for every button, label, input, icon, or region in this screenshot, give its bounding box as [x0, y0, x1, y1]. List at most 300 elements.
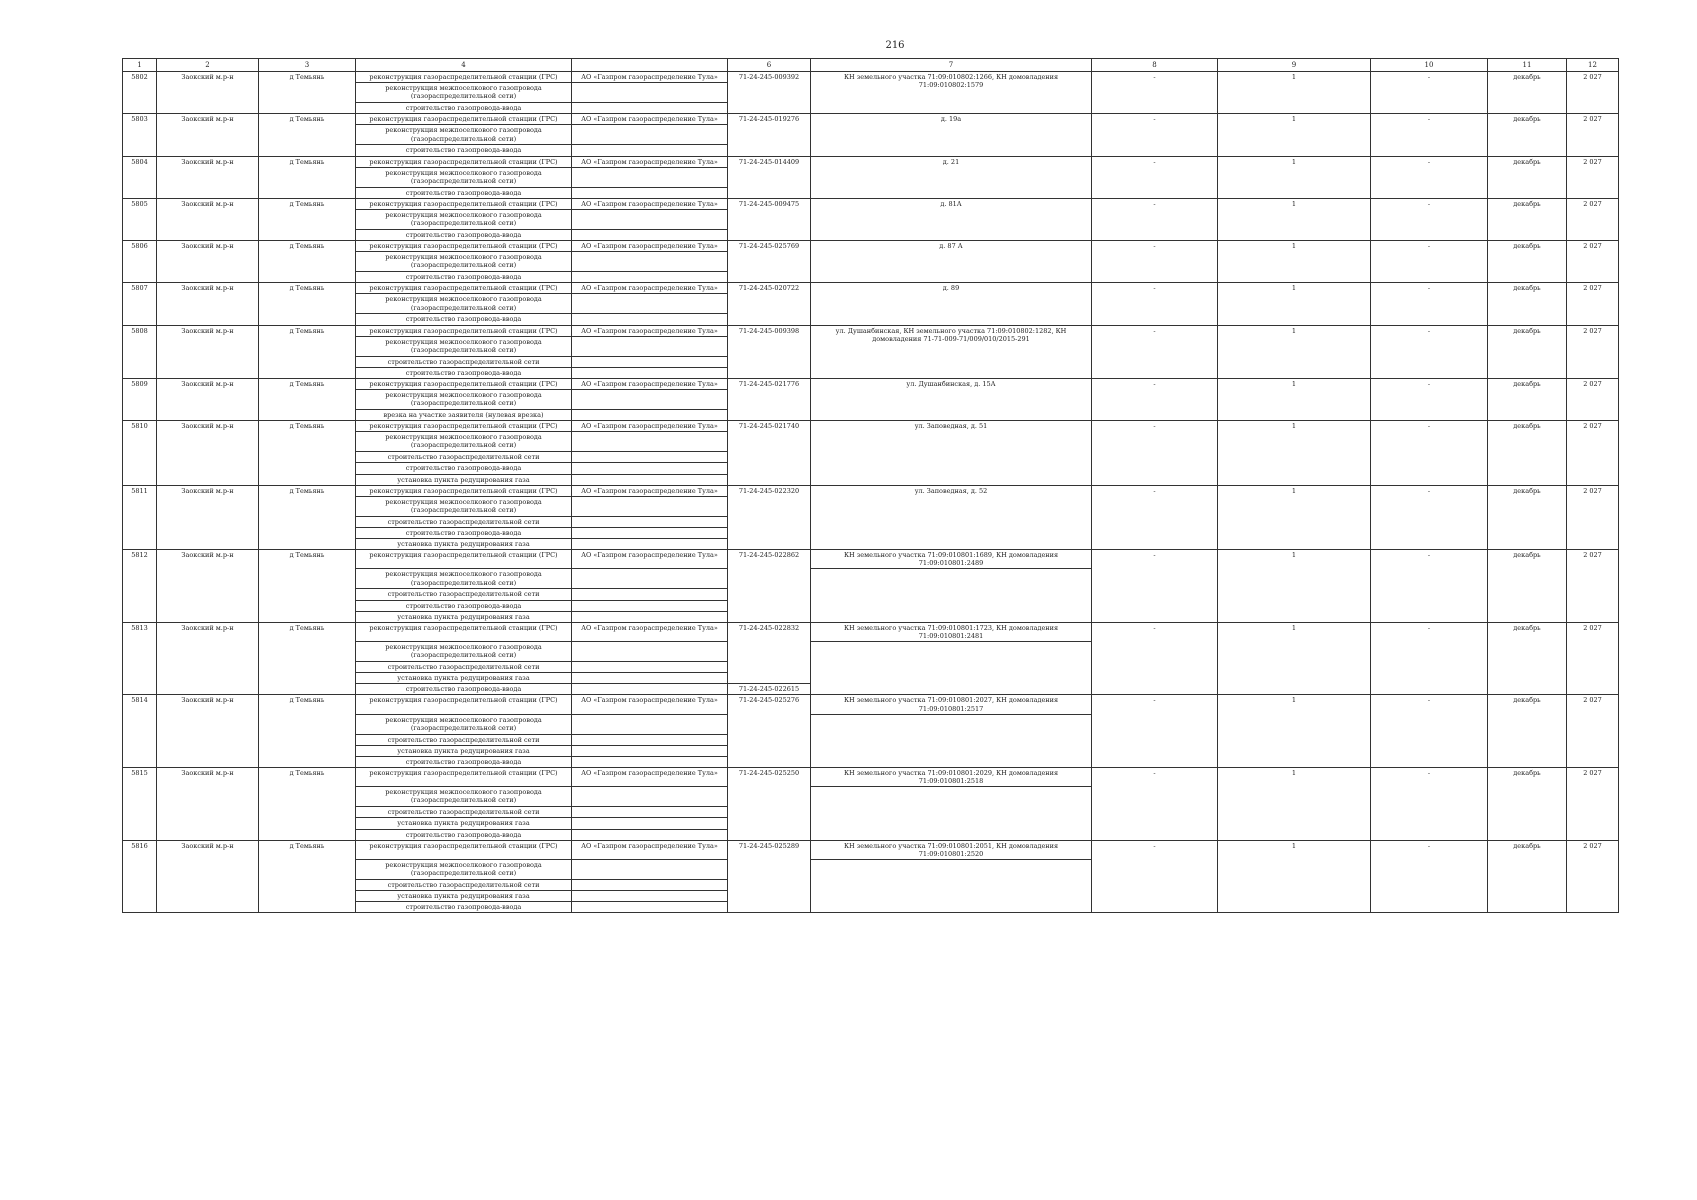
table-row — [123, 198, 1619, 209]
work-type-cell: строительство газораспределительной сети — [356, 356, 572, 367]
col10-cell: - — [1371, 840, 1488, 913]
work-type-cell: реконструкция газораспределительной станции (ГРС) — [356, 241, 572, 252]
month-cell: декабрь — [1488, 840, 1567, 913]
locality-cell: д Темьянь — [259, 325, 356, 378]
work-type-cell: реконструкция межпоселкового газопровода (газораспределительной сети) — [356, 787, 572, 807]
operator-cell — [572, 745, 728, 756]
operator-cell — [572, 463, 728, 474]
col9-cell: 1 — [1218, 485, 1371, 550]
district-cell: Заокский м.р-н — [157, 114, 259, 156]
month-cell: декабрь — [1488, 283, 1567, 325]
col8-cell: - — [1092, 241, 1218, 283]
operator-cell — [572, 589, 728, 600]
object-id-cell: 71-24-245-020722 — [728, 283, 811, 325]
operator-cell — [572, 474, 728, 485]
operator-cell — [572, 367, 728, 378]
column-header — [572, 59, 728, 72]
operator-cell: АО «Газпром газораспределение Тула» — [572, 840, 728, 859]
district-cell: Заокский м.р-н — [157, 72, 259, 114]
row-number: 5815 — [123, 768, 157, 841]
year-cell: 2 027 — [1567, 378, 1619, 420]
operator-cell — [572, 432, 728, 452]
operator-cell: АО «Газпром газораспределение Тула» — [572, 325, 728, 336]
operator-cell: АО «Газпром газораспределение Тула» — [572, 695, 728, 714]
operator-cell — [572, 83, 728, 103]
work-type-cell: строительство газопровода-ввода — [356, 684, 572, 695]
district-cell: Заокский м.р-н — [157, 840, 259, 913]
operator-cell: АО «Газпром газораспределение Тула» — [572, 768, 728, 787]
operator-cell — [572, 229, 728, 240]
work-type-cell: установка пункта редуцирования газа — [356, 745, 572, 756]
operator-cell: АО «Газпром газораспределение Тула» — [572, 378, 728, 389]
operator-cell — [572, 859, 728, 879]
work-type-cell: реконструкция межпоселкового газопровода (газораспределительной сети) — [356, 432, 572, 452]
work-type-cell: реконструкция межпоселкового газопровода (газораспределительной сети) — [356, 714, 572, 734]
year-cell: 2 027 — [1567, 622, 1619, 695]
operator-cell — [572, 390, 728, 410]
year-cell: 2 027 — [1567, 156, 1619, 198]
work-type-cell: строительство газораспределительной сети — [356, 589, 572, 600]
month-cell: декабрь — [1488, 114, 1567, 156]
work-type-cell: реконструкция межпоселкового газопровода (газораспределительной сети) — [356, 209, 572, 229]
district-cell: Заокский м.р-н — [157, 325, 259, 378]
row-number: 5808 — [123, 325, 157, 378]
locality-cell: д Темьянь — [259, 550, 356, 623]
table-row — [123, 156, 1619, 167]
address-cell: КН земельного участка 71:09:010802:1266, КН домовладения 71:09:010802:1579 — [811, 72, 1092, 114]
operator-cell — [572, 734, 728, 745]
col9-cell: 1 — [1218, 114, 1371, 156]
address-cell: д. 21 — [811, 156, 1092, 198]
column-header: 12 — [1567, 59, 1619, 72]
col9-cell: 1 — [1218, 325, 1371, 378]
col8-cell: - — [1092, 156, 1218, 198]
address-cell: д. 19а — [811, 114, 1092, 156]
object-id-cell: 71-24-245-009392 — [728, 72, 811, 114]
work-type-cell: реконструкция газораспределительной станции (ГРС) — [356, 421, 572, 432]
col10-cell: - — [1371, 156, 1488, 198]
work-type-cell: установка пункта редуцирования газа — [356, 474, 572, 485]
locality-cell: д Темьянь — [259, 622, 356, 695]
work-type-cell: установка пункта редуцирования газа — [356, 818, 572, 829]
locality-cell: д Темьянь — [259, 768, 356, 841]
column-header: 11 — [1488, 59, 1567, 72]
month-cell: декабрь — [1488, 325, 1567, 378]
month-cell: декабрь — [1488, 241, 1567, 283]
year-cell: 2 027 — [1567, 198, 1619, 240]
table-row — [123, 768, 1619, 787]
column-header: 2 — [157, 59, 259, 72]
col9-cell: 1 — [1218, 198, 1371, 240]
work-type-cell: реконструкция газораспределительной станции (ГРС) — [356, 695, 572, 714]
month-cell: декабрь — [1488, 485, 1567, 550]
row-number: 5810 — [123, 421, 157, 486]
col8-cell: - — [1092, 325, 1218, 378]
work-type-cell: установка пункта редуцирования газа — [356, 539, 572, 550]
col8-cell: - — [1092, 485, 1218, 550]
row-number: 5804 — [123, 156, 157, 198]
operator-cell — [572, 167, 728, 187]
work-type-cell: строительство газораспределительной сети — [356, 662, 572, 673]
object-id-cell: 71-24-245-025289 — [728, 840, 811, 913]
work-type-cell: реконструкция межпоселкового газопровода (газораспределительной сети) — [356, 167, 572, 187]
locality-cell: д Темьянь — [259, 283, 356, 325]
work-type-cell: строительство газопровода-ввода — [356, 229, 572, 240]
work-type-cell: установка пункта редуцирования газа — [356, 891, 572, 902]
work-type-cell: реконструкция межпоселкового газопровода (газораспределительной сети) — [356, 294, 572, 314]
work-type-cell: установка пункта редуцирования газа — [356, 673, 572, 684]
object-id-cell: 71-24-245-009475 — [728, 198, 811, 240]
operator-cell: АО «Газпром газораспределение Тула» — [572, 156, 728, 167]
work-type-cell: строительство газопровода-ввода — [356, 187, 572, 198]
operator-cell — [572, 902, 728, 913]
objects-table — [122, 58, 1619, 913]
column-header: 1 — [123, 59, 157, 72]
district-cell: Заокский м.р-н — [157, 768, 259, 841]
operator-cell — [572, 516, 728, 527]
year-cell: 2 027 — [1567, 325, 1619, 378]
col10-cell: - — [1371, 550, 1488, 623]
work-type-cell: врезка на участке заявителя (нулевая врезка) — [356, 410, 572, 421]
col9-cell: 1 — [1218, 283, 1371, 325]
address-cell — [811, 859, 1092, 912]
object-id-cell: 71-24-245-014409 — [728, 156, 811, 198]
table-row — [123, 114, 1619, 125]
year-cell: 2 027 — [1567, 485, 1619, 550]
year-cell: 2 027 — [1567, 840, 1619, 913]
locality-cell: д Темьянь — [259, 378, 356, 420]
locality-cell: д Темьянь — [259, 485, 356, 550]
address-cell — [811, 787, 1092, 840]
address-cell — [811, 569, 1092, 622]
work-type-cell: реконструкция межпоселкового газопровода (газораспределительной сети) — [356, 390, 572, 410]
col9-cell: 1 — [1218, 550, 1371, 623]
month-cell: декабрь — [1488, 695, 1567, 768]
work-type-cell: строительство газопровода-ввода — [356, 314, 572, 325]
address-cell: ул. Душанбинская, КН земельного участка 71:09:010802:1282, КН домовладения 71-71-009-71/009/010/2015-291 — [811, 325, 1092, 378]
work-type-cell: реконструкция межпоселкового газопровода (газораспределительной сети) — [356, 83, 572, 103]
work-type-cell: строительство газопровода-ввода — [356, 272, 572, 283]
column-header: 8 — [1092, 59, 1218, 72]
work-type-cell: реконструкция газораспределительной станции (ГРС) — [356, 485, 572, 496]
work-type-cell: реконструкция межпоселкового газопровода (газораспределительной сети) — [356, 859, 572, 879]
year-cell: 2 027 — [1567, 241, 1619, 283]
work-type-cell: реконструкция газораспределительной станции (ГРС) — [356, 622, 572, 641]
work-type-cell: реконструкция газораспределительной станции (ГРС) — [356, 378, 572, 389]
table-row — [123, 840, 1619, 859]
district-cell: Заокский м.р-н — [157, 283, 259, 325]
month-cell: декабрь — [1488, 72, 1567, 114]
operator-cell — [572, 187, 728, 198]
operator-cell: АО «Газпром газораспределение Тула» — [572, 72, 728, 83]
col10-cell: - — [1371, 325, 1488, 378]
col9-cell: 1 — [1218, 840, 1371, 913]
table-row — [123, 283, 1619, 294]
work-type-cell: строительство газопровода-ввода — [356, 145, 572, 156]
column-header: 4 — [356, 59, 572, 72]
col8-cell: - — [1092, 421, 1218, 486]
address-cell: д. 81А — [811, 198, 1092, 240]
address-cell: ул. Душанбинская, д. 15А — [811, 378, 1092, 420]
operator-cell: АО «Газпром газораспределение Тула» — [572, 421, 728, 432]
work-type-cell: реконструкция газораспределительной станции (ГРС) — [356, 114, 572, 125]
col10-cell: - — [1371, 485, 1488, 550]
operator-cell: АО «Газпром газораспределение Тула» — [572, 485, 728, 496]
district-cell: Заокский м.р-н — [157, 421, 259, 486]
col10-cell: - — [1371, 114, 1488, 156]
district-cell: Заокский м.р-н — [157, 378, 259, 420]
table-row — [123, 241, 1619, 252]
col8-cell: - — [1092, 114, 1218, 156]
address-cell: ул. Заповедная, д. 52 — [811, 485, 1092, 550]
address-cell: д. 87 А — [811, 241, 1092, 283]
operator-cell — [572, 452, 728, 463]
col8-cell: - — [1092, 622, 1218, 695]
operator-cell — [572, 642, 728, 662]
work-type-cell: реконструкция газораспределительной станции (ГРС) — [356, 72, 572, 83]
address-cell: КН земельного участка 71:09:010801:2051, КН домовладения 71:09:010801:2520 — [811, 840, 1092, 859]
work-type-cell: строительство газопровода-ввода — [356, 367, 572, 378]
operator-cell — [572, 294, 728, 314]
table-row — [123, 485, 1619, 496]
operator-cell — [572, 600, 728, 611]
work-type-cell: реконструкция газораспределительной станции (ГРС) — [356, 840, 572, 859]
col10-cell: - — [1371, 378, 1488, 420]
operator-cell — [572, 879, 728, 890]
col8-cell: - — [1092, 840, 1218, 913]
col10-cell: - — [1371, 72, 1488, 114]
operator-cell — [572, 611, 728, 622]
col9-cell: 1 — [1218, 378, 1371, 420]
locality-cell: д Темьянь — [259, 114, 356, 156]
col10-cell: - — [1371, 421, 1488, 486]
work-type-cell: реконструкция межпоселкового газопровода (газораспределительной сети) — [356, 496, 572, 516]
column-header: 3 — [259, 59, 356, 72]
work-type-cell: строительство газопровода-ввода — [356, 902, 572, 913]
table-row — [123, 378, 1619, 389]
object-id-cell: 71-24-245-025276 — [728, 695, 811, 768]
column-header: 9 — [1218, 59, 1371, 72]
operator-cell — [572, 527, 728, 538]
table-body — [123, 59, 1619, 913]
district-cell: Заокский м.р-н — [157, 156, 259, 198]
locality-cell: д Темьянь — [259, 72, 356, 114]
col8-cell: - — [1092, 378, 1218, 420]
row-number: 5805 — [123, 198, 157, 240]
operator-cell: АО «Газпром газораспределение Тула» — [572, 622, 728, 641]
work-type-cell: строительство газопровода-ввода — [356, 756, 572, 767]
col10-cell: - — [1371, 198, 1488, 240]
col9-cell: 1 — [1218, 421, 1371, 486]
row-number: 5811 — [123, 485, 157, 550]
col9-cell: 1 — [1218, 695, 1371, 768]
work-type-cell: реконструкция газораспределительной станции (ГРС) — [356, 550, 572, 569]
month-cell: декабрь — [1488, 156, 1567, 198]
object-id-cell: 71-24-245-009398 — [728, 325, 811, 378]
col10-cell: - — [1371, 695, 1488, 768]
year-cell: 2 027 — [1567, 114, 1619, 156]
operator-cell — [572, 673, 728, 684]
operator-cell — [572, 539, 728, 550]
work-type-cell: реконструкция газораспределительной станции (ГРС) — [356, 768, 572, 787]
year-cell: 2 027 — [1567, 72, 1619, 114]
operator-cell — [572, 829, 728, 840]
column-header: 10 — [1371, 59, 1488, 72]
work-type-cell: реконструкция газораспределительной станции (ГРС) — [356, 283, 572, 294]
operator-cell — [572, 125, 728, 145]
row-number: 5809 — [123, 378, 157, 420]
work-type-cell: строительство газопровода-ввода — [356, 829, 572, 840]
year-cell: 2 027 — [1567, 768, 1619, 841]
work-type-cell: строительство газораспределительной сети — [356, 516, 572, 527]
operator-cell — [572, 662, 728, 673]
col10-cell: - — [1371, 283, 1488, 325]
operator-cell — [572, 891, 728, 902]
col8-cell: - — [1092, 768, 1218, 841]
row-number: 5816 — [123, 840, 157, 913]
operator-cell: АО «Газпром газораспределение Тула» — [572, 283, 728, 294]
col9-cell: 1 — [1218, 622, 1371, 695]
locality-cell: д Темьянь — [259, 840, 356, 913]
district-cell: Заокский м.р-н — [157, 485, 259, 550]
address-cell: д. 89 — [811, 283, 1092, 325]
row-number: 5807 — [123, 283, 157, 325]
month-cell: декабрь — [1488, 421, 1567, 486]
address-cell: КН земельного участка 71:09:010801:2027, КН домовладения 71:09:010801:2517 — [811, 695, 1092, 714]
col10-cell: - — [1371, 241, 1488, 283]
month-cell: декабрь — [1488, 622, 1567, 695]
operator-cell — [572, 818, 728, 829]
work-type-cell: установка пункта редуцирования газа — [356, 611, 572, 622]
object-id-cell: 71-24-245-025769 — [728, 241, 811, 283]
object-id-cell: 71-24-245-019276 — [728, 114, 811, 156]
work-type-cell: реконструкция газораспределительной станции (ГРС) — [356, 325, 572, 336]
district-cell: Заокский м.р-н — [157, 622, 259, 695]
work-type-cell: реконструкция газораспределительной станции (ГРС) — [356, 156, 572, 167]
work-type-cell: строительство газопровода-ввода — [356, 527, 572, 538]
object-id-cell: 71-24-245-021740 — [728, 421, 811, 486]
column-header: 6 — [728, 59, 811, 72]
col8-cell: - — [1092, 198, 1218, 240]
operator-cell — [572, 410, 728, 421]
object-id-cell: 71-24-245-021776 — [728, 378, 811, 420]
row-number: 5806 — [123, 241, 157, 283]
operator-cell — [572, 252, 728, 272]
work-type-cell: строительство газораспределительной сети — [356, 734, 572, 745]
work-type-cell: реконструкция межпоселкового газопровода (газораспределительной сети) — [356, 336, 572, 356]
district-cell: Заокский м.р-н — [157, 241, 259, 283]
operator-cell: АО «Газпром газораспределение Тула» — [572, 198, 728, 209]
work-type-cell: реконструкция межпоселкового газопровода (газораспределительной сети) — [356, 569, 572, 589]
row-number: 5803 — [123, 114, 157, 156]
month-cell: декабрь — [1488, 198, 1567, 240]
month-cell: декабрь — [1488, 550, 1567, 623]
operator-cell — [572, 209, 728, 229]
col8-cell: - — [1092, 550, 1218, 623]
operator-cell: АО «Газпром газораспределение Тула» — [572, 114, 728, 125]
operator-cell — [572, 569, 728, 589]
year-cell: 2 027 — [1567, 550, 1619, 623]
operator-cell — [572, 336, 728, 356]
operator-cell — [572, 272, 728, 283]
year-cell: 2 027 — [1567, 421, 1619, 486]
table-row — [123, 325, 1619, 336]
work-type-cell: реконструкция межпоселкового газопровода (газораспределительной сети) — [356, 642, 572, 662]
page-number: 216 — [885, 40, 905, 51]
operator-cell — [572, 787, 728, 807]
operator-cell: АО «Газпром газораспределение Тула» — [572, 550, 728, 569]
month-cell: декабрь — [1488, 378, 1567, 420]
col8-cell: - — [1092, 283, 1218, 325]
object-id-cell: 71-24-245-022320 — [728, 485, 811, 550]
col10-cell: - — [1371, 622, 1488, 695]
year-cell: 2 027 — [1567, 695, 1619, 768]
address-cell: КН земельного участка 71:09:010801:1689, КН домовладения 71:09:010801:2489 — [811, 550, 1092, 569]
col9-cell: 1 — [1218, 768, 1371, 841]
work-type-cell: строительство газораспределительной сети — [356, 807, 572, 818]
col8-cell: - — [1092, 695, 1218, 768]
operator-cell — [572, 314, 728, 325]
district-cell: Заокский м.р-н — [157, 695, 259, 768]
header-row — [123, 59, 1619, 72]
address-cell — [811, 642, 1092, 695]
operator-cell — [572, 684, 728, 695]
column-header: 7 — [811, 59, 1092, 72]
row-number: 5814 — [123, 695, 157, 768]
locality-cell: д Темьянь — [259, 241, 356, 283]
work-type-cell: реконструкция межпоселкового газопровода (газораспределительной сети) — [356, 125, 572, 145]
col10-cell: - — [1371, 768, 1488, 841]
col8-cell: - — [1092, 72, 1218, 114]
work-type-cell: строительство газопровода-ввода — [356, 600, 572, 611]
locality-cell: д Темьянь — [259, 421, 356, 486]
address-cell: КН земельного участка 71:09:010801:1723, КН домовладения 71:09:010801:2481 — [811, 622, 1092, 641]
operator-cell — [572, 807, 728, 818]
address-cell: ул. Заповедная, д. 51 — [811, 421, 1092, 486]
operator-cell — [572, 756, 728, 767]
work-type-cell: строительство газораспределительной сети — [356, 452, 572, 463]
operator-cell — [572, 103, 728, 114]
row-number: 5812 — [123, 550, 157, 623]
year-cell: 2 027 — [1567, 283, 1619, 325]
operator-cell — [572, 356, 728, 367]
address-cell — [811, 714, 1092, 767]
row-number: 5813 — [123, 622, 157, 695]
work-type-cell: строительство газопровода-ввода — [356, 103, 572, 114]
operator-cell — [572, 714, 728, 734]
district-cell: Заокский м.р-н — [157, 198, 259, 240]
operator-cell — [572, 145, 728, 156]
month-cell: декабрь — [1488, 768, 1567, 841]
table-row — [123, 550, 1619, 569]
work-type-cell: реконструкция газораспределительной станции (ГРС) — [356, 198, 572, 209]
operator-cell: АО «Газпром газораспределение Тула» — [572, 241, 728, 252]
col9-cell: 1 — [1218, 72, 1371, 114]
work-type-cell: реконструкция межпоселкового газопровода (газораспределительной сети) — [356, 252, 572, 272]
table-row — [123, 695, 1619, 714]
locality-cell: д Темьянь — [259, 156, 356, 198]
operator-cell — [572, 496, 728, 516]
object-id-cell: 71-24-245-022862 — [728, 550, 811, 623]
col9-cell: 1 — [1218, 156, 1371, 198]
table-row — [123, 421, 1619, 432]
table-row — [123, 72, 1619, 83]
locality-cell: д Темьянь — [259, 198, 356, 240]
row-number: 5802 — [123, 72, 157, 114]
col9-cell: 1 — [1218, 241, 1371, 283]
object-id-cell: 71-24-245-025250 — [728, 768, 811, 841]
address-cell: КН земельного участка 71:09:010801:2029, КН домовладения 71:09:010801:2518 — [811, 768, 1092, 787]
